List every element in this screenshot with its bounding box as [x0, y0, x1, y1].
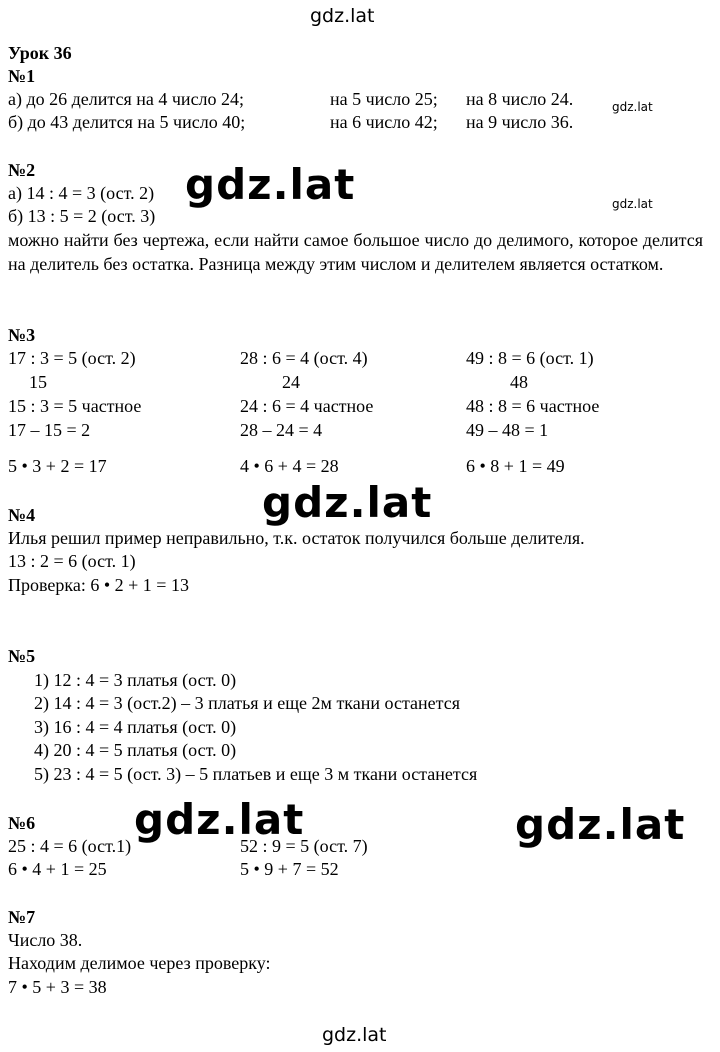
task-1-line-b-part-3: на 9 число 36.	[466, 112, 574, 132]
task-6-col-1-check: 6 • 4 + 1 = 25	[8, 859, 107, 879]
task-2-explanation: можно найти без чертежа, если найти самое большое число до делимого, которое делится на делитель без остатка. Разница между этим числом и делителем является остатком.	[8, 230, 703, 274]
task-6-col-2-division: 52 : 9 = 5 (ост. 7)	[240, 836, 368, 856]
task-3-col-2-check: 4 • 6 + 4 = 28	[240, 456, 339, 476]
task-7-line-2: Находим делимое через проверку:	[8, 953, 271, 973]
task-3-col-3-remainder: 49 – 48 = 1	[466, 420, 549, 440]
task-3-col-3-division: 49 : 8 = 6 (ост. 1)	[466, 348, 594, 368]
task-1-line-a-part-2: на 5 число 25;	[330, 89, 438, 109]
task-3-col-3-check: 6 • 8 + 1 = 49	[466, 456, 565, 476]
task-3-col-2-quotient: 24 : 6 = 4 частное	[240, 396, 374, 416]
task-4-line-1: Илья решил пример неправильно, т.к. остаток получился больше делителя.	[8, 528, 585, 548]
task-6-col-1-division: 25 : 4 = 6 (ост.1)	[8, 836, 132, 856]
task-5-line-5: 5) 23 : 4 = 5 (ост. 3) – 5 платьев и еще 3 м ткани останется	[34, 764, 478, 784]
task-3-col-1-nearest: 15	[29, 372, 47, 392]
watermark-large-1: gdz.lat	[185, 160, 356, 209]
task-7-number: №7	[8, 907, 36, 927]
watermark-top: gdz.lat	[310, 5, 375, 27]
task-3-col-1-quotient: 15 : 3 = 5 частное	[8, 396, 142, 416]
task-5-line-2: 2) 14 : 4 = 3 (ост.2) – 3 платья и еще 2м ткани останется	[34, 693, 461, 713]
task-5-line-1: 1) 12 : 4 = 3 платья (ост. 0)	[34, 670, 237, 690]
task-6-number: №6	[8, 813, 36, 833]
task-1-line-a-part-1: а) до 26 делится на 4 число 24;	[8, 89, 245, 109]
task-3-col-2-division: 28 : 6 = 4 (ост. 4)	[240, 348, 368, 368]
task-3-col-1-remainder: 17 – 15 = 2	[8, 420, 91, 440]
task-1-line-a-part-3: на 8 число 24.	[466, 89, 574, 109]
task-4-number: №4	[8, 505, 36, 525]
task-5-number: №5	[8, 646, 36, 666]
task-1-line-b-part-1: б) до 43 делится на 5 число 40;	[8, 112, 246, 132]
watermark-small-1: gdz.lat	[612, 100, 653, 114]
watermark-large-3: gdz.lat	[134, 795, 308, 844]
task-3-col-3-nearest: 48	[510, 372, 528, 392]
task-7-line-1: Число 38.	[8, 930, 83, 950]
task-4-line-3: Проверка: 6 • 2 + 1 = 13	[8, 575, 189, 595]
task-5-line-3: 3) 16 : 4 = 4 платья (ост. 0)	[34, 717, 237, 737]
watermark-small-2: gdz.lat	[612, 197, 653, 211]
lesson-title: Урок 36	[8, 43, 72, 63]
task-2-line-a: а) 14 : 4 = 3 (ост. 2)	[8, 183, 155, 203]
task-3-col-1-division: 17 : 3 = 5 (ост. 2)	[8, 348, 136, 368]
task-3-col-2-nearest: 24	[282, 372, 300, 392]
task-1-line-b-part-2: на 6 число 42;	[330, 112, 438, 132]
task-3-number: №3	[8, 325, 36, 345]
watermark-large-4: gdz.lat	[515, 800, 686, 849]
watermark-bottom: gdz.lat	[322, 1024, 387, 1046]
task-3-col-1-check: 5 • 3 + 2 = 17	[8, 456, 107, 476]
task-7-line-3: 7 • 5 + 3 = 38	[8, 977, 107, 997]
task-2-number: №2	[8, 160, 36, 180]
task-2-line-b: б) 13 : 5 = 2 (ост. 3)	[8, 206, 156, 226]
task-5-line-4: 4) 20 : 4 = 5 платья (ост. 0)	[34, 740, 237, 760]
task-1-number: №1	[8, 66, 36, 86]
task-6-col-2-check: 5 • 9 + 7 = 52	[240, 859, 339, 879]
task-4-line-2: 13 : 2 = 6 (ост. 1)	[8, 551, 136, 571]
watermark-large-2: gdz.lat	[262, 478, 433, 527]
task-3-col-3-quotient: 48 : 8 = 6 частное	[466, 396, 600, 416]
task-3-col-2-remainder: 28 – 24 = 4	[240, 420, 323, 440]
